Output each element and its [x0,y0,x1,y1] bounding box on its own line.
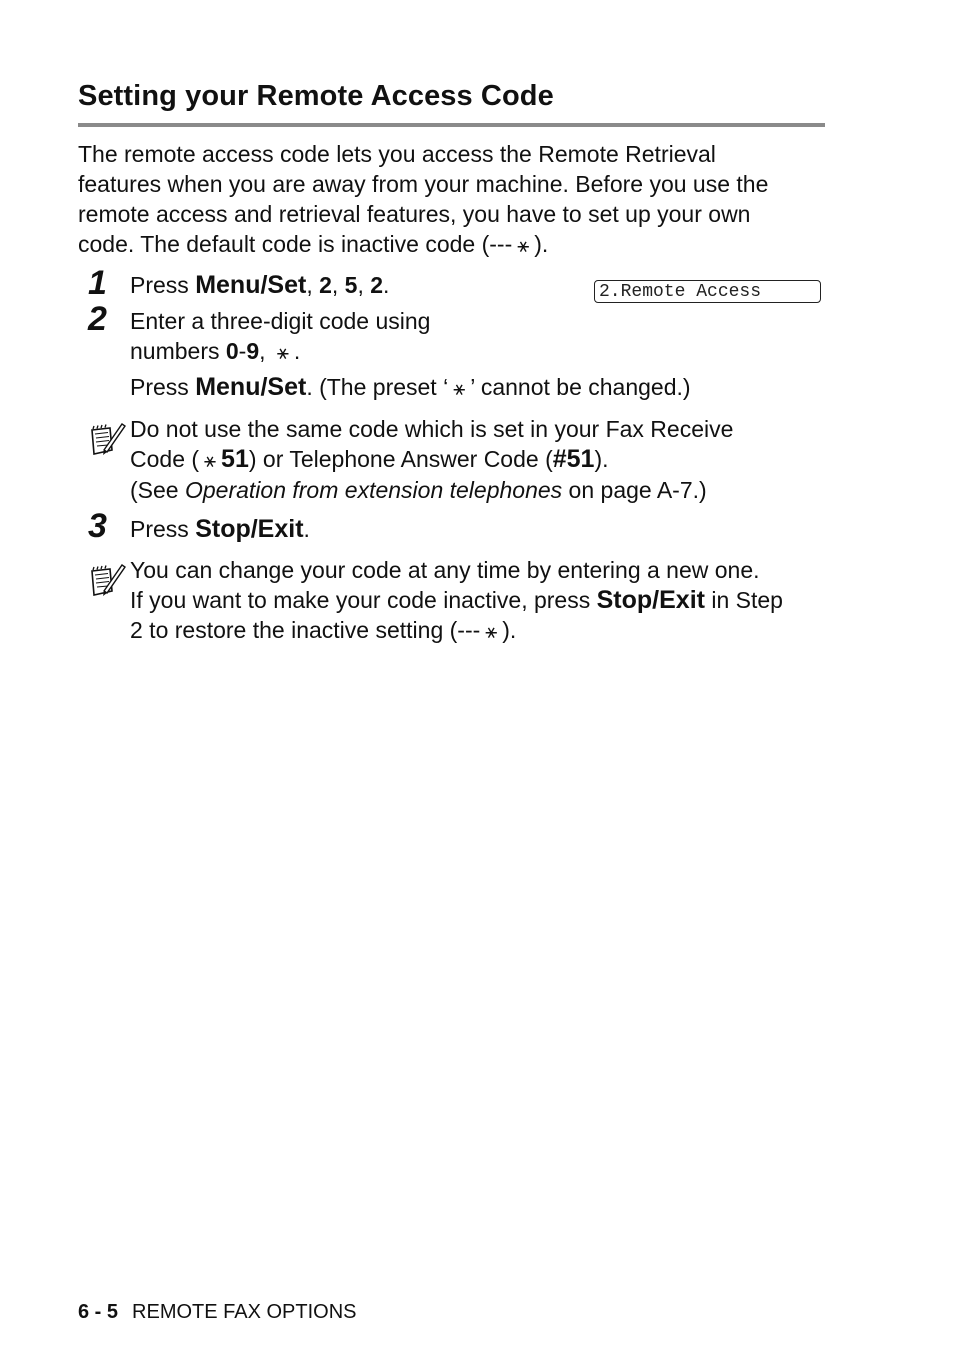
note-text: ) or Telephone Answer Code ( [248,446,553,472]
note-text: ). [594,446,609,472]
key-stop-exit: Stop/Exit [195,515,304,543]
separator: , [306,272,320,298]
step-number-3: 3 [88,507,107,545]
star-icon: ⚹ [204,448,217,472]
separator: , [357,272,371,298]
key-2: 2 [319,272,332,298]
star-icon: ⚹ [517,233,530,257]
step-line: Enter a three-digit code using [130,308,431,334]
separator: - [238,338,247,364]
page-number: 6 - 5 [78,1301,119,1323]
note-text: (See [130,477,185,503]
page-title: Setting your Remote Access Code [78,80,554,112]
step-3-text [130,514,310,544]
lcd-display: 2.Remote Access [594,280,821,303]
note-pencil-icon [86,420,126,460]
separator: . [293,338,301,364]
step-text: ’ cannot be changed.) [470,374,691,400]
code-hash-51: #51 [552,445,595,473]
key-9: 9 [246,338,260,364]
separator: . [303,516,310,542]
intro-paragraph [78,139,838,260]
step-text: Press [130,516,196,542]
code-star-51: 51 [221,445,249,473]
note-line: You can change your code at any time by entering a new one. [130,557,760,583]
note-pencil-icon [86,561,126,601]
key-2: 2 [370,272,384,298]
note-line: Do not use the same code which is set in your Fax Receive [130,416,734,442]
separator: , [331,272,345,298]
star-icon: ⚹ [276,340,289,364]
note-2 [130,555,783,646]
note-line [130,615,783,646]
step-2-press-line [130,372,691,403]
star-icon: ⚹ [485,619,498,643]
note-text: ). [502,617,517,643]
separator: , [259,338,272,364]
intro-line: remote access and retrieval features, you have to set up your own [78,201,751,227]
note-text: in Step [704,587,783,613]
note-1 [130,414,733,505]
intro-line: features when you are away from your machine. Before you use the [78,171,769,197]
section-name: REMOTE FAX OPTIONS [132,1301,357,1323]
intro-line: The remote access code lets you access the Remote Retrieval [78,141,716,167]
step-text: numbers [130,338,226,364]
step-1-text [130,270,389,300]
intro-line [78,229,838,260]
step-text: Press [130,374,196,400]
note-line [130,475,733,505]
key-stop-exit: Stop/Exit [596,586,705,614]
cross-reference: Operation from extension telephones [184,477,563,503]
note-text: on page A-7.) [562,477,707,503]
note-text: Code ( [130,446,200,472]
note-text: 2 to restore the inactive setting (--- [130,617,481,643]
key-0: 0 [225,338,239,364]
step-text: . (The preset ‘ [306,374,449,400]
step-2-text [130,306,430,367]
page-footer [78,1301,357,1324]
separator: . [383,272,390,298]
note-line [130,585,783,615]
key-5: 5 [344,272,358,298]
step-line [130,336,430,367]
title-rule [78,123,825,127]
intro-text: ). [534,231,549,257]
key-menu-set: Menu/Set [195,373,307,401]
step-number-2: 2 [88,300,107,338]
step-number-1: 1 [88,264,107,302]
star-icon: ⚹ [453,376,466,400]
key-menu-set: Menu/Set [195,271,307,299]
step-text: Press [130,272,196,298]
note-line [130,444,733,475]
intro-text: code. The default code is inactive code (--- [78,231,513,257]
note-text: If you want to make your code inactive, press [130,587,597,613]
